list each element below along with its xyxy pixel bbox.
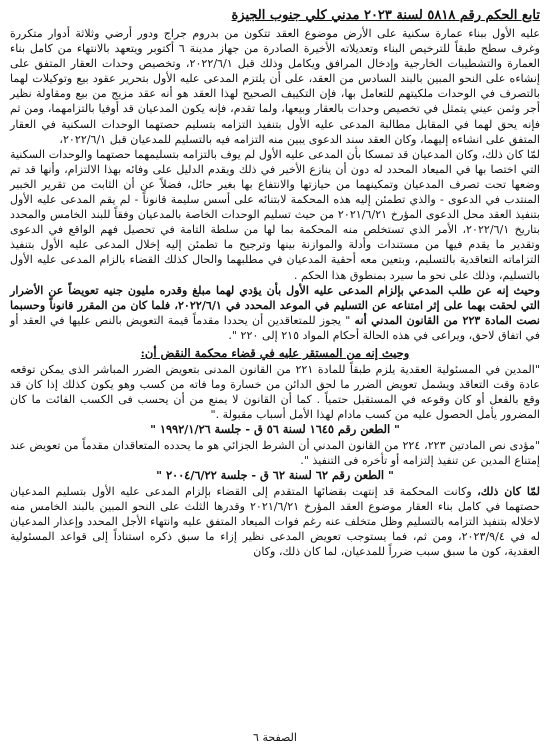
paragraph-contract-terms: عليه الأول ببناء عمارة سكنية على الأرض موضوع العقد تتكون من بدروم جراج ودور أرضي وثلاثة أدوار متكررة وغرف سطح طبقاً للترخيص البناء وتعديلاته الأخيرة الصادرة من جهاز مدينة ٦ أكتوبر ويتعهد بالانتهاء من كامل بناء العمارة والتشطيبات الخارجية وإدخال المرافق ويكامل وذلك قبل ٢٠٢٢/٦/١، وتخصيص وحدات العقار المتفق على إنشاءه على النحو المبين بالبند السادس من العقد، على أن يلتزم المدعى عليه الأول بتحرير عقود بيع وتوكيلات لهما بالتصرف في الوحدات ملكيتهم للتعامل بها، فإن التكييف الصحيح لهذا العقد هو أنه عقد مزيج من بيع ومقاولة نظير أجر وثمن عيني يتمثل في تخصيص وحدات بالعقار وبيعها، ولما تقدم، فإنه يكون المدعيان قد أوفيا بالتزامهما، ومن ثم فإنه يحق لهما في المقابل مطالبة المدعى عليه الأول بتنفيذ التزامه بتسليم حصتهما الوحدات السكنية في العقار المتفق على انشاءه إليهما، وكان العقد سند الدعوى يبين منه التزامه فيه بالتسليم للمدعيان قبل ٢٠٢٢/٦/١،	[10, 27, 540, 146]
paragraph-compensation-request	[10, 283, 540, 343]
paragraph-delivery-obligation: لمّا كان ذلك، وكان المدعيان قد تمسكا بأن المدعى عليه الأول لم يوف بالتزامه بتسليمهما حصتهما والوحدات السكنية التي اختصا بها في الميعاد المحدد له دون أن ينازع الأخير في ذلك ويقدم الدليل على وفائه بهذا الالتزام، وأنها قد تم وضعها تحت تصرف المدعيان وتمكينهما من حيازتها والانتفاع بها بغير حائل، فضلاً عن أن الثابت من تقرير الخبير المنتدب في الدعوى - والذي تطمئن إليه هذه المحكمة لابتنائه على أسس سليمة قانوناً - لم يقم المدعى عليه الأول بتنفيذ العقد محل الدعوى المؤرخ ٢٠٢١/٦/٢١ من حيث تسليم الوحدات الخاصة بالمدعيان وفقاً للبند الخامس والمحدد بتاريخ ٢٠٢٢/٦/١، الأمر الذي تستخلص منه المحكمة بما لها من سلطة التامة في تحصيل فهم الواقع في الدعوى وتقدير ما يقدم فيها من مستندات وأدلة والموازنة بينها وترجيح ما تطمئن إليه إخلال المدعى عليه الأول بتنفيذ التزاماته التعاقدية بالتسليم، وبتعين معه أحقية المدعيان في مطلبهما والحال كذلك القضاء بالزام المدعى عليه الأول بالتسليم، وذلك على نحو ما سيرد بمنطوق هذا الحكم .	[10, 147, 540, 282]
citation-appeal-1645: " الطعن رقم ١٦٤٥ لسنة ٥٦ ق - جلسة ١٩٩٢/١/٢٦ "	[150, 422, 400, 437]
quote-penalty-clause: "مؤدى نص المادتين ٢٢٣، ٢٢٤ من القانون المدني أن الشرط الجزائي هو ما يحدده المتعاقدان مقدماً من تعويض عند إمتناع المدين عن تنفيذ إلتزامه أو تأخره فى التنفيذ ".	[10, 438, 541, 467]
conclusion-text: وكانت المحكمة قد إنتهت بقضائها المتقدم إلى القضاء بإلزام المدعى عليه الأول بتسليم المدعيان حصتهما في كامل بناء العقار موضوع العقد المؤرخ ٢٠٢١/٦/٢١ وقدرها الثلث على النحو المبين بالبند الخامس منه لاخلاله بتنفيذ التزامه بالتسليم وظل متخلف عنه رغم فوات الميعاد المتفق عليه وانتهاء الأجل المحدد وإعذار المدعيان له في ٢٠٢٣/٩/٤، ومن ثم، فما يستوجب تعويض المدعى نظير إزاء ما سبق ذكره استناداً إلى قواعد المسئولية العقدية، كون ما سبق سبب ضرراً للمدعيان، لما كان ذلك، وكان	[10, 484, 541, 558]
document-header	[10, 4, 540, 24]
page-number: الصفحة ٦	[253, 731, 297, 744]
paragraph-conclusion	[10, 484, 540, 559]
cassation-section-heading: وحيث إنه من المستقر عليه في قضاء محكمة النقض أن:	[140, 345, 410, 360]
quote-contractual-liability: "المدين في المسئولية العقدية يلزم طبقاً للمادة ٢٢١ من القانون المدنى بتعويض الضرر المباشر الذى يمكن توقعه عادة وقت التعاقد ويشمل تعويض الضرر ما لحق الدائن من خسارة وما فاته من كسب وهو يكون كذلك إذا كان قد وقع بالفعل أو كان وقوعه في المستقبل حتمياً . كما أن القانون لا يمنع من أن يحسب فى الكسب الفائت ما كان المضرور يأمل الحصول عليه من كسب مادام لهذا الأمل أسباب مقبولة ."	[10, 362, 540, 422]
citation-appeal-62: " الطعن رقم ٦٢ لسنة ٦٢ ق - جلسة ٢٠٠٤/٦/٢٢ "	[156, 468, 394, 483]
compensation-request-lead: وحيث إنه عن طلب المدعي بإلزام المدعى عليه الأول بأن يؤدي لهما مبلغ وقدره مليون جنيه تعويضاً عن الأضرار التي لحقت بهما على إثر امتناعه عن التسليم في الموعد المحدد في ٢٠٢٢/٦/١، فلما كان من المقرر قانوناً وحسبما نصت المادة ٢٢٣ من القانون المدني أنه	[10, 283, 540, 327]
judgment-title: تابع الحكم رقم ٥٨١٨ لسنة ٢٠٢٣ مدني كلي جنوب الجيزة	[231, 8, 540, 23]
compensation-request-article-text: " يجوز للمتعاقدين أن يحددا مقدماً قيمة التعويض بالنص عليها في العقد أو في اتفاق لاحق، ويراعى في هذه الحالة أحكام المواد ٢١٥ إلى ٢٢٠ ".	[10, 313, 540, 342]
conclusion-lead: لمّا كان ذلك،	[477, 484, 541, 498]
